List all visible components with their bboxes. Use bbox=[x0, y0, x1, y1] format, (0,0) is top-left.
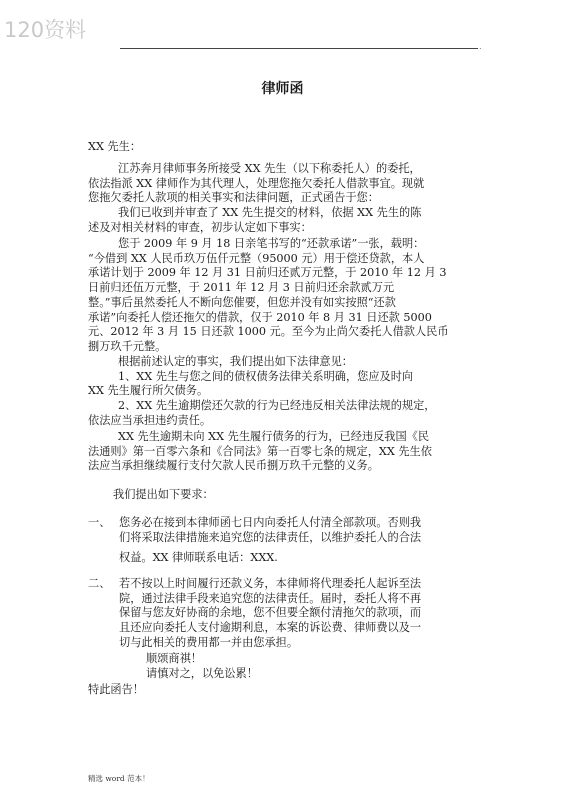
paragraph-facts bbox=[88, 237, 449, 355]
text-line: 院，通过法律手段来追究您的法律责任。届时，委托人将不再 bbox=[119, 591, 422, 605]
text-line: 1、XX 先生与您之间的债权债务法律关系明确，您应及时向 bbox=[118, 369, 414, 383]
text-line: 法通则》第一百零六条和《合同法》第一百零七条的规定，XX 先生依 bbox=[88, 444, 432, 458]
text-line: 们将采取法律措施来追究您的法律责任，以维护委托人的合法 bbox=[119, 530, 422, 544]
text-line: 若不按以上时间履行还款义务，本律师将代理委托人起诉至法 bbox=[119, 577, 422, 590]
page-title: 律师函 bbox=[261, 81, 304, 97]
header-dot: . bbox=[479, 42, 482, 51]
salutation: XX 先生： bbox=[88, 140, 142, 153]
closing-caution: 请慎对之，以免讼累！ bbox=[146, 667, 258, 680]
text-line: 且还应向委托人支付逾期利息，本案的诉讼费、律师费以及一 bbox=[119, 621, 422, 635]
text-line: 您拖欠委托人款项的相关事实和法律问题，正式函告于您： bbox=[88, 191, 379, 205]
text-line: XX 先生逾期未向 XX 先生履行债务的行为，已经违反我国《民 bbox=[118, 430, 430, 443]
paragraph-legal-basis bbox=[88, 430, 432, 474]
requests-intro: 我们提出如下要求： bbox=[113, 488, 214, 501]
text-line: 保留与您友好协商的余地，您不但要全额付清拖欠的款项，而 bbox=[119, 606, 422, 620]
footer-text: 精选 word 范本！ bbox=[88, 774, 150, 783]
text-line: 依法应当承担违约责任。 bbox=[88, 413, 212, 427]
header-rule bbox=[120, 48, 478, 49]
request-2-number: 二、 bbox=[88, 577, 111, 590]
text-line: 权益。XX 律师联系电话：XXX. bbox=[119, 551, 278, 565]
request-1-number: 一、 bbox=[88, 516, 111, 529]
text-line: 根据前述认定的事实，我们提出如下法律意见： bbox=[118, 355, 353, 368]
closing-notice: 特此函告！ bbox=[88, 683, 144, 696]
text-line: 依法指派 XX 律师作为其代理人，处理您拖欠委托人借款事宜。现就 bbox=[88, 176, 425, 190]
text-line: 法应当承担继续履行支付欠款人民币捌万玖千元整的义务。 bbox=[88, 459, 379, 473]
text-line: 您务必在接到本律师函七日内向委托人付清全部款项。否则我 bbox=[119, 516, 422, 529]
paragraph-review bbox=[88, 206, 421, 235]
request-2 bbox=[119, 577, 421, 651]
text-line: 承诺计划于 2009 年 12 月 31 日前归还贰万元整，于 2010 年 12 月 3 bbox=[88, 266, 447, 280]
text-line: 元、2012 年 3 月 15 日还款 1000 元。至今为止尚欠委托人借款人民币 bbox=[88, 325, 449, 339]
text-line: 2、XX 先生逾期偿还欠款的行为已经违反相关法律法规的规定， bbox=[118, 399, 436, 413]
text-line: 捌万玖千元整。 bbox=[88, 339, 167, 353]
text-line: 承诺”向委托人偿还拖欠的借款，仅于 2010 年 8 月 31 日还款 5000 bbox=[88, 310, 432, 324]
text-line: 您于 2009 年 9 月 18 日亲笔书写的“还款承诺”一张，载明： bbox=[118, 237, 425, 250]
request-1 bbox=[119, 516, 421, 566]
watermark-logo: 120资料 bbox=[4, 18, 87, 42]
text-line: 述及对相关材料的审查，初步认定如下事实： bbox=[88, 220, 312, 234]
text-line: 日前归还伍万元整，于 2011 年 12 月 3 日前归还余款贰万元 bbox=[88, 281, 395, 295]
paragraph-opinions bbox=[88, 355, 435, 429]
text-line: “今借到 XX 人民币玖万伍仟元整（95000 元）用于偿还贷款，本人 bbox=[88, 251, 425, 265]
closing-regards: 顺颂商祺！ bbox=[146, 652, 202, 665]
text-line: 整。”事后虽然委托人不断向您催要，但您并没有如实按照“还款 bbox=[88, 295, 396, 309]
text-line: 江苏奔月律师事务所接受 XX 先生（以下称委托人）的委托， bbox=[118, 162, 421, 175]
text-line: 切与此相关的费用都一并由您承担。 bbox=[119, 635, 299, 649]
text-line: XX 先生履行所欠债务。 bbox=[88, 384, 209, 398]
text-line: 我们已收到并审查了 XX 先生提交的材料，依据 XX 先生的陈 bbox=[118, 206, 422, 219]
paragraph-intro bbox=[88, 162, 424, 206]
